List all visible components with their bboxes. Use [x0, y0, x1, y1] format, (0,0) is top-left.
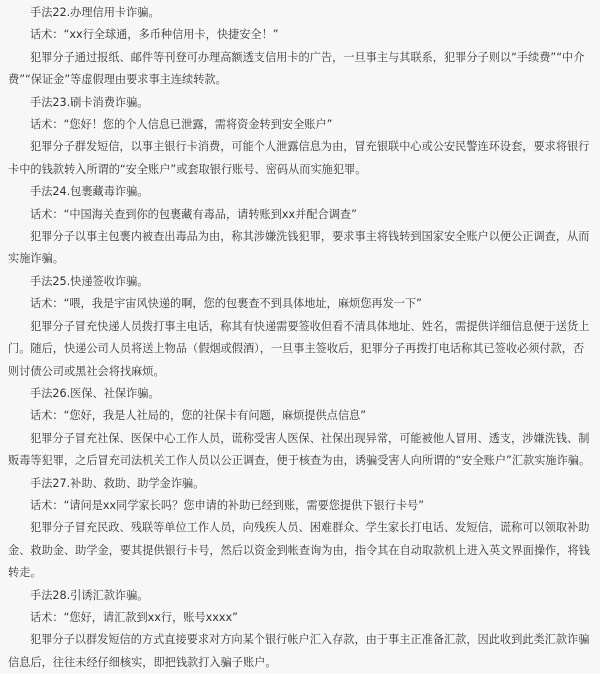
- section-script: 话术：“您好！您的个人信息已泄露，需将资金转到安全账户”: [30, 118, 333, 132]
- section-heading: 手法22.办理信用卡诈骗。: [30, 6, 160, 19]
- section-body: 犯罪分子群发短信，以事主银行卡消费，可能个人泄露信息为由，冒充银联中心或公安民警连环设套，要求将银行卡中的钱款转入所谓的“安全账户”或套取银行账号、密码从而实施犯罪。: [8, 140, 590, 176]
- section-body: 犯罪分子冒充社保、医保中心工作人员，谎称受害人医保、社保出现异常，可能被他人冒用、透支，涉嫌洗钱、制贩毒等犯罪，之后冒充司法机关工作人员以公正调查，便于核查为由，诱骗受害人向所谓的“安全账户”汇款实施诈骗。: [8, 431, 591, 468]
- section-body: 犯罪分子冒充民政、残联等单位工作人员，向残疾人员、困难群众、学生家长打电话、发短信，谎称可以领取补助金、救助金、助学金，要其提供银行卡号，然后以资金到帐查询为由，指令其在自动取款机上进入英文界面操作，将钱转走。: [8, 521, 590, 580]
- section-heading: 手法25.快递签收诈骗。: [30, 274, 149, 288]
- section-body: 犯罪分子以事主包裹内被查出毒品为由，称其涉嫌洗钱犯罪，要求事主将钱转到国家安全账户以便公正调查，从而实施诈骗。: [8, 230, 590, 266]
- section-script: 话术：“您好，我是人社局的，您的社保卡有问题，麻烦提供点信息”: [30, 409, 367, 423]
- section-script: 话术：“喂，我是宇宙风快递的啊，您的包裹查不到具体地址，麻烦您再发一下”: [30, 297, 422, 311]
- section-script: 话术：“xx行全球通，多币种信用卡，快捷安全！”: [30, 28, 279, 42]
- section-body: 犯罪分子以群发短信的方式直接要求对方向某个银行帐户汇入存款，由于事主正准备汇款，因此收到此类汇款诈骗信息后，往往未经仔细核实，即把钱款打入骗子账户。: [8, 633, 590, 669]
- section-heading: 手法28.引诱汇款诈骗。: [30, 588, 149, 602]
- section-heading: 手法23.刷卡消费诈骗。: [30, 95, 149, 109]
- section-script: 话术：“您好，请汇款到xx行，账号xxxx”: [30, 610, 238, 624]
- section-script: 话术：“中国海关查到你的包裹藏有毒品，请转账到xx并配合调查”: [30, 207, 357, 221]
- section-body: 犯罪分子冒充快递人员拨打事主电话，称其有快递需要签收但看不清具体地址、姓名，需提供详细信息便于送货上门。随后，快递公司人员将送上物品（假烟或假酒），一旦事主签收后，犯罪分子再拨打电话称其已签收必须付款，否则讨债公司或黑社会将找麻烦。: [8, 319, 590, 378]
- section-body: 犯罪分子通过报纸、邮件等刊登可办理高额透支信用卡的广告，一旦事主与其联系，犯罪分子则以“手续费”“中介费”“保证金”等虚假理由要求事主连续转款。: [8, 50, 585, 87]
- section-heading: 手法26.医保、社保诈骗。: [30, 386, 160, 400]
- section-heading: 手法24.包裹藏毒诈骗。: [30, 185, 149, 199]
- section-heading: 手法27.补助、救助、助学金诈骗。: [30, 476, 205, 490]
- section-script: 话术：“请问是xx同学家长吗？您申请的补助已经到账，需要您提供下银行卡号”: [30, 498, 425, 512]
